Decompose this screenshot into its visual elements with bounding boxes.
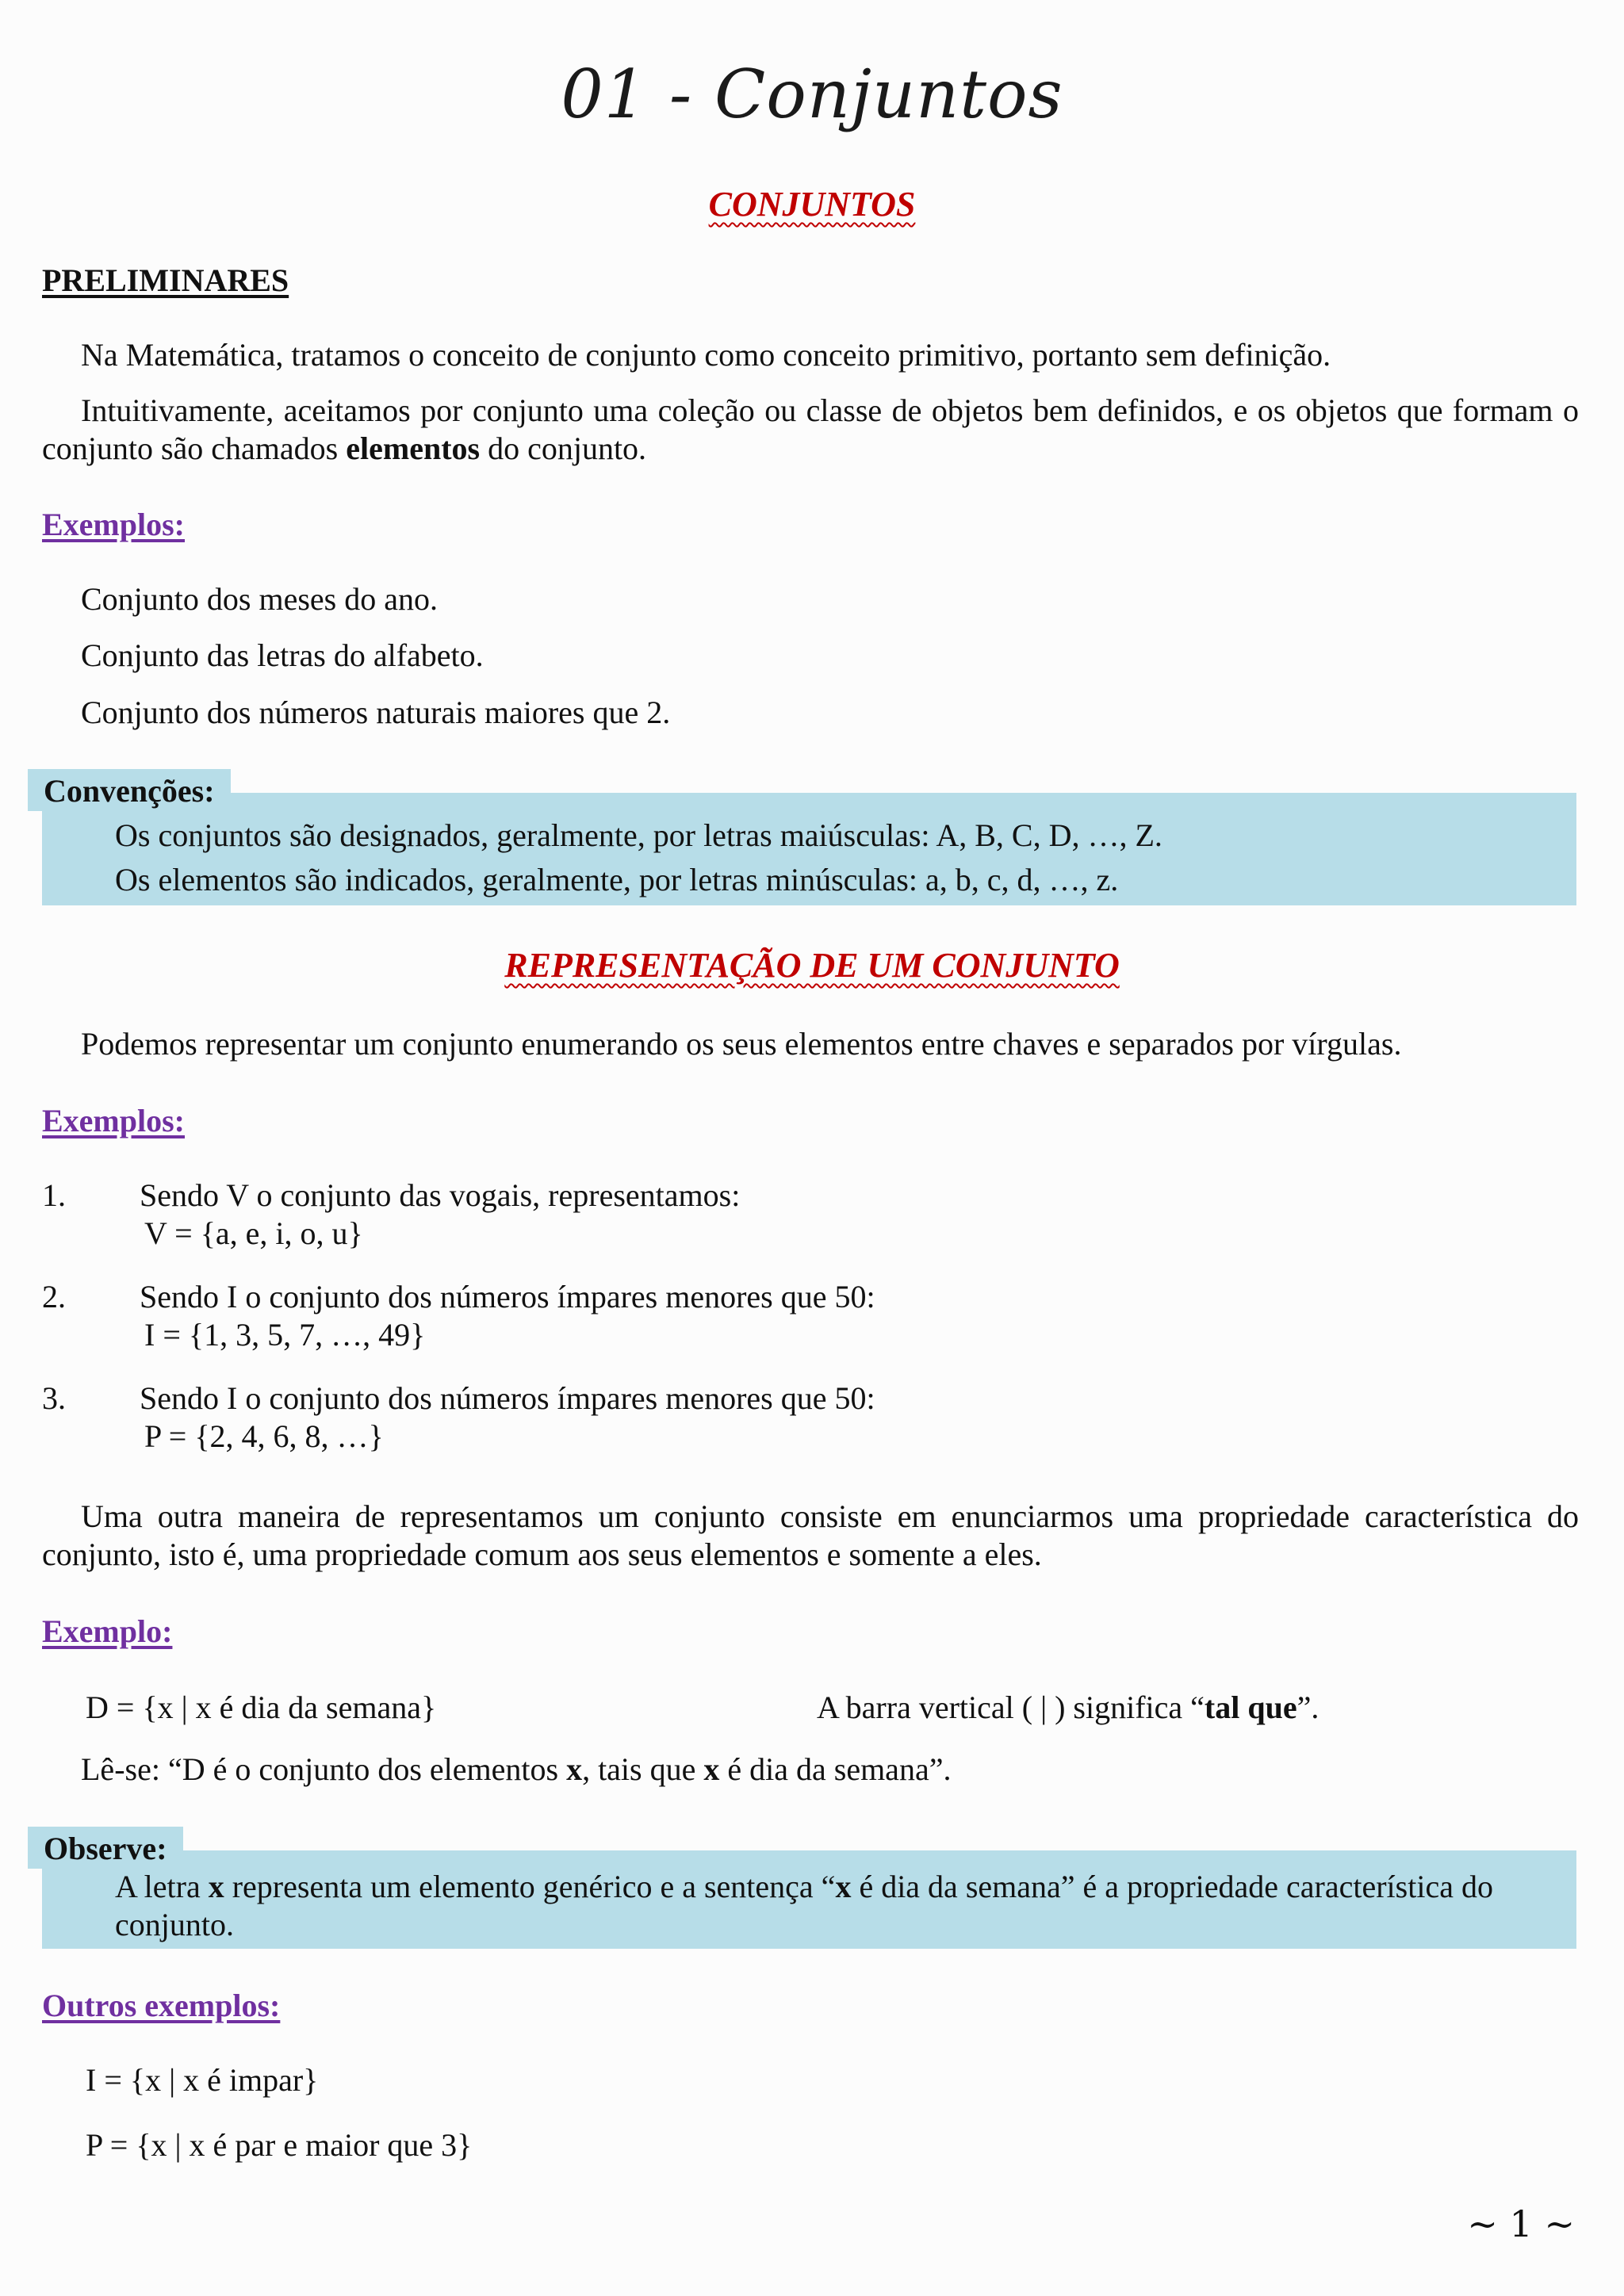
preliminares-heading: PRELIMINARES [42, 262, 289, 298]
observe-box [42, 1850, 1576, 1949]
examples-heading-2: Exemplos: [42, 1103, 185, 1138]
list-item-text: Sendo I o conjunto dos números ímpares menores que 50: [140, 1380, 875, 1416]
bold-term-elementos: elementos [346, 430, 481, 466]
examples-heading-1: Exemplos: [42, 507, 185, 542]
bold-tal-que: tal que [1204, 1689, 1297, 1725]
set-notation-even: P = {x | x é par e maior que 3} [86, 2127, 473, 2163]
text: Intuitivamente, aceitamos por conjunto uma coleção ou classe de objetos bem definidos, e os objetos que formam o conjunto são chamados [42, 392, 1579, 466]
text: , tais que [582, 1751, 704, 1787]
text: ”. [1297, 1689, 1320, 1725]
observe-text [115, 1868, 1566, 1944]
list-number: 3. [42, 1380, 66, 1416]
conventions-box [42, 793, 1576, 905]
page-number: ~ 1 ~ [1467, 2202, 1575, 2245]
example-heading: Exemplo: [42, 1613, 173, 1649]
bold-x: x [703, 1751, 720, 1787]
text: é dia da semana” é a propriedade característica do conjunto. [115, 1869, 1493, 1942]
section-title-conjuntos: CONJUNTOS [708, 185, 916, 224]
text: Lê-se: “D é o conjunto dos elementos [81, 1751, 567, 1787]
list-item-text: Sendo I o conjunto dos números ímpares menores que 50: [140, 1279, 875, 1314]
paragraph-intuitive-definition [42, 392, 1579, 468]
vertical-bar-explanation [817, 1689, 1319, 1727]
set-notation: V = {a, e, i, o, u} [144, 1215, 363, 1251]
paragraph-property: Uma outra maneira de representamos um conjunto consiste em enunciarmos uma propriedade característica do conjunto, isto é, uma propriedade comum aos seus elementos e somente a eles. [42, 1498, 1579, 1572]
text: representa um elemento genérico e a sentença “ [224, 1869, 836, 1904]
paragraph-primitive-concept: Na Matemática, tratamos o conceito de conjunto como conceito primitivo, portanto sem definição. [81, 337, 1331, 373]
text: do conjunto. [480, 430, 647, 466]
example-item: Conjunto dos números naturais maiores que 2. [81, 695, 671, 730]
set-notation-weekday: D = {x | x é dia da semana} [86, 1689, 437, 1725]
text: A barra vertical ( | ) significa “ [817, 1689, 1205, 1725]
conventions-label: Convenções: [28, 769, 231, 811]
text: é dia da semana”. [719, 1751, 952, 1787]
set-notation-odd: I = {x | x é impar} [86, 2062, 319, 2098]
example-item: Conjunto dos meses do ano. [81, 581, 438, 617]
list-number: 1. [42, 1177, 66, 1213]
observe-label: Observe: [28, 1827, 183, 1869]
text: A letra [115, 1869, 209, 1904]
bold-x: x [835, 1869, 852, 1904]
bold-x: x [566, 1751, 583, 1787]
convention-lowercase: Os elementos são indicados, geralmente, por letras minúsculas: a, b, c, d, …, z. [115, 862, 1119, 897]
example-item: Conjunto das letras do alfabeto. [81, 637, 484, 673]
list-number: 2. [42, 1279, 66, 1314]
other-examples-heading: Outros exemplos: [42, 1988, 281, 2023]
convention-uppercase: Os conjuntos são designados, geralmente, por letras maiúsculas: A, B, C, D, …, Z. [115, 817, 1162, 853]
set-notation: I = {1, 3, 5, 7, …, 49} [144, 1317, 426, 1353]
document-title: 01 - Conjuntos [561, 55, 1063, 133]
reading-sentence [81, 1751, 951, 1789]
section-title-representacao: REPRESENTAÇÃO DE UM CONJUNTO [504, 946, 1120, 985]
set-notation: P = {2, 4, 6, 8, …} [144, 1418, 384, 1454]
paragraph-enumeration: Podemos representar um conjunto enumerando os seus elementos entre chaves e separados por vírgulas. [81, 1026, 1402, 1062]
bold-x: x [208, 1869, 224, 1904]
list-item-text: Sendo V o conjunto das vogais, representamos: [140, 1177, 741, 1213]
